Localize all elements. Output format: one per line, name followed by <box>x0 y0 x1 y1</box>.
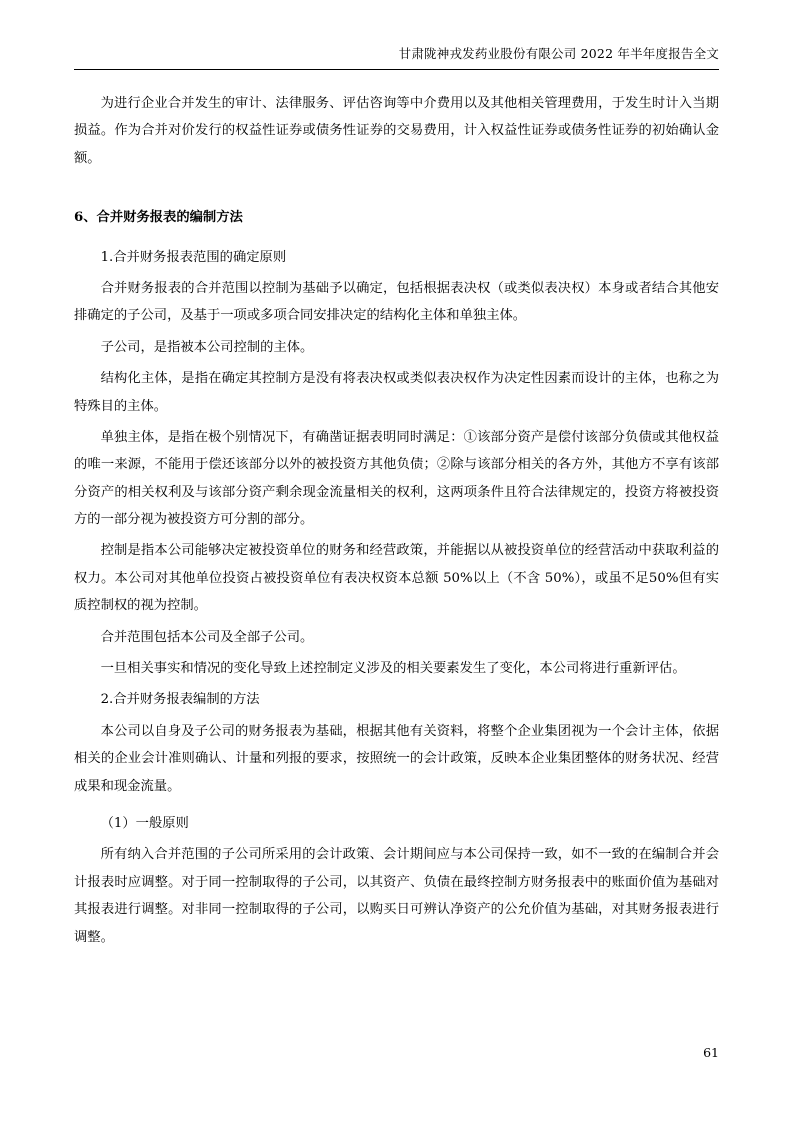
header-rule <box>74 69 719 70</box>
section-title: 6、合并财务报表的编制方法 <box>74 210 243 226</box>
paragraph: 所有纳入合并范围的子公司所采用的会计政策、会计期间应与本公司保持一致，如不一致的在编制合并会计报表时应调整。对于同一控制取得的子公司，以其资产、负债在最终控制方财务报表中的账面价值为基础对其报表进行调整。对非同一控制取得的子公司，以购买日可辨认净资产的公允价值为基础，对其财务报表进行调整。 <box>74 847 719 945</box>
spacer <box>74 176 719 190</box>
paragraph: 控制是指本公司能够决定被投资单位的财务和经营政策，并能据以从被投资单位的经营活动中获取利益的权力。本公司对其他单位投资占被投资单位有表决权资本总额 50%以上（不含 50%），或虽不足50%但有实质控制权的视为控制。 <box>74 543 719 614</box>
paragraph: 子公司，是指被本公司控制的主体。 <box>100 339 314 355</box>
paragraph: 单独主体，是指在极个别情况下，有确凿证据表明同时满足：①该部分资产是偿付该部分负债或其他权益的唯一来源，不能用于偿还该部分以外的被投资方其他负债；②除与该部分相关的各方外，其他方不享有该部分资产的相关权利及与该部分资产剩余现金流量相关的权利，这两项条件且符合法律规定的，投资方将被投资方的一部分视为被投资方可分割的部分。 <box>74 429 719 528</box>
intro-paragraph: 为进行企业合并发生的审计、法律服务、评估咨询等中介费用以及其他相关管理费用，于发生时计入当期损益。作为合并对价发行的权益性证券或债务性证券的交易费用，计入权益性证券或债务性证券的初始确认金额。 <box>74 96 719 166</box>
page-content <box>74 44 719 955</box>
paragraph: 合并财务报表的合并范围以控制为基础予以确定，包括根据表决权（或类似表决权）本身或者结合其他安排确定的子公司，及基于一项或多项合同安排决定的结构化主体和单独主体。 <box>74 280 719 324</box>
subsection-2-title: 2.合并财务报表编制的方法 <box>100 692 260 708</box>
paragraph: 一旦相关事实和情况的变化导致上述控制定义涉及的相关要素发生了变化，本公司将进行重新评估。 <box>100 661 686 677</box>
item-1-title: （1）一般原则 <box>100 815 189 831</box>
paragraph: 本公司以自身及子公司的财务报表为基础，根据其他有关资料，将整个企业集团视为一个会计主体，依据相关的企业会计准则确认、计量和列报的要求，按照统一的会计政策，反映本企业集团整体的财务状况、经营成果和现金流量。 <box>74 723 719 794</box>
paragraph: 合并范围包括本公司及全部子公司。 <box>100 629 314 645</box>
subsection-1-title: 1.合并财务报表范围的确定原则 <box>100 249 287 265</box>
paragraph: 结构化主体，是指在确定其控制方是没有将表决权或类似表决权作为决定性因素而设计的主体，也称之为特殊目的主体。 <box>74 371 719 414</box>
page-number: 61 <box>703 1045 719 1060</box>
page-header: 甘肃陇神戎发药业股份有限公司 2022 年半年度报告全文 <box>398 46 719 61</box>
